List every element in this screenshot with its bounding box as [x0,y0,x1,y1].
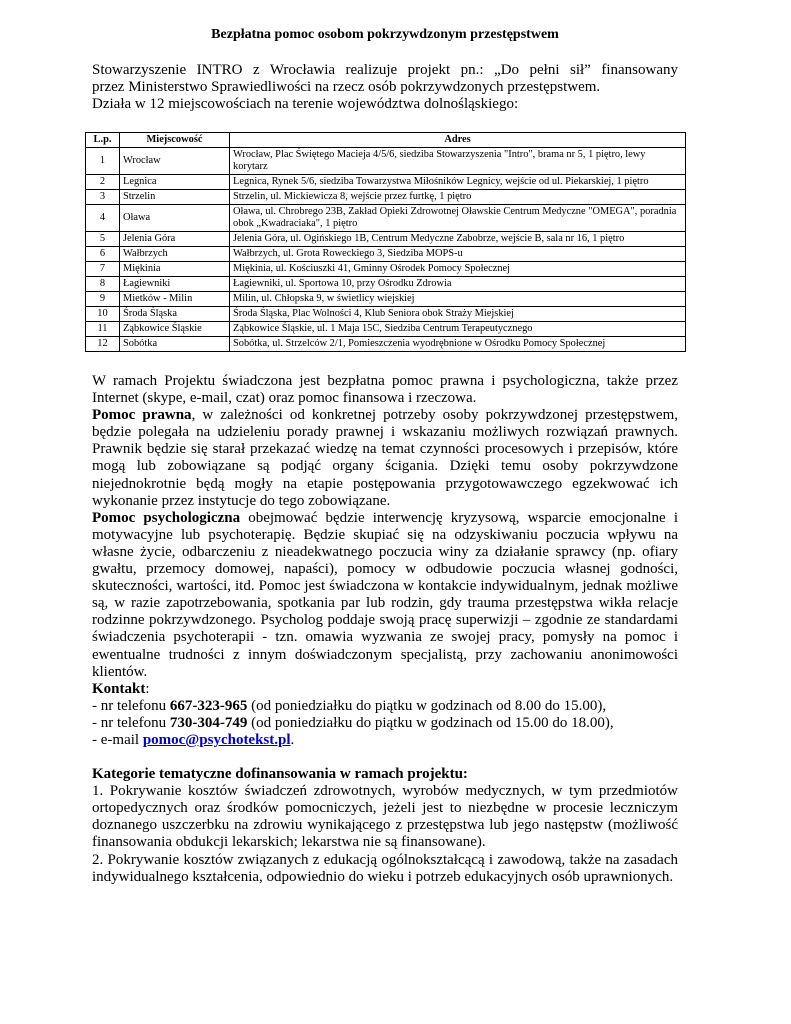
row-lp: 2 [86,175,120,190]
phone1-prefix: - nr telefonu [92,697,170,714]
row-address: Jelenia Góra, ul. Ogińskiego 1B, Centrum Medyczne Zabobrze, wejście B, sala nr 16, 1 piętro [230,232,686,247]
row-city: Legnica [120,175,230,190]
header-address: Adres [230,133,686,148]
row-lp: 5 [86,232,120,247]
legal-heading: Pomoc prawna [92,407,192,424]
categories-heading: Kategorie tematyczne dofinansowania w ramach projektu: [92,766,468,783]
intro-section [92,62,678,113]
contact-phone-1 [92,698,678,715]
header-city: Miejscowość [120,133,230,148]
main-text [92,373,678,886]
table-row [86,262,686,277]
row-address: Milin, ul. Chłopska 9, w świetlicy wiejskiej [230,292,686,307]
paragraph-intro: W ramach Projektu świadczona jest bezpłatna pomoc prawna i psychologiczna, także przez Internet (skype, e-mail, czat) oraz pomoc finansowa i rzeczowa. [92,373,678,407]
table-row [86,277,686,292]
row-lp: 1 [86,148,120,175]
email-link[interactable]: pomoc@psychotekst.pl [142,731,291,748]
row-city: Mietków - Milin [120,292,230,307]
contact-colon: : [145,680,150,697]
row-city: Wrocław [120,148,230,175]
row-city: Sobótka [120,337,230,352]
row-city: Łagiewniki [120,277,230,292]
phone-1[interactable]: 667-323-965 [169,697,248,714]
row-address: Sobótka, ul. Strzelców 2/1, Pomieszczenia wyodrębnione w Ośrodku Pomocy Społecznej [230,337,686,352]
email-prefix: - e-mail [92,731,143,748]
phone1-suffix: (od poniedziałku do piątku w godzinach od 8.00 do 15.00), [247,697,607,714]
row-lp: 6 [86,247,120,262]
row-city: Oława [120,205,230,232]
table-row [86,232,686,247]
locations-table [85,132,686,352]
category-2: 2. Pokrywanie kosztów związanych z edukacją ogólnokształcącą i zawodową, także na zasadach indywidualnego kształcenia, odpowiednio do wieku i potrzeb edukacyjnych osób uprawnionych. [92,851,678,885]
contact-heading-line [92,681,678,698]
phone2-prefix: - nr telefonu [92,714,170,731]
table-row [86,322,686,337]
table-body [86,148,686,352]
row-address: Miękinia, ul. Kościuszki 41, Gminny Ośrodek Pomocy Społecznej [230,262,686,277]
row-address: Łagiewniki, ul. Sportowa 10, przy Ośrodku Zdrowia [230,277,686,292]
row-city: Wałbrzych [120,247,230,262]
row-address: Wałbrzych, ul. Grota Roweckiego 3, Siedziba MOPS-u [230,247,686,262]
email-suffix: . [290,731,295,748]
table-row [86,337,686,352]
row-address: Legnica, Rynek 5/6, siedziba Towarzystwa Miłośników Legnicy, wejście od ul. Piekarskiej, 1 piętro [230,175,686,190]
contact-phone-2 [92,715,678,732]
table-row [86,175,686,190]
row-address: Środa Śląska, Plac Wolności 4, Klub Seniora obok Straży Miejskiej [230,307,686,322]
row-lp: 7 [86,262,120,277]
document-title: Bezpłatna pomoc osobom pokrzywdzonym przestępstwem [211,27,559,42]
row-lp: 10 [86,307,120,322]
table-header-row [86,133,686,148]
paragraph-legal [92,407,678,510]
categories-heading-line [92,766,678,783]
spacer [92,749,678,766]
contact-heading: Kontakt [92,680,146,697]
row-lp: 11 [86,322,120,337]
row-lp: 12 [86,337,120,352]
contact-email [92,732,678,749]
phone2-suffix: (od poniedziałku do piątku w godzinach od 15.00 do 18.00), [247,714,614,731]
row-address: Strzelin, ul. Mickiewicza 8, wejście przez furtkę, 1 piętro [230,190,686,205]
legal-text: , w zależności od konkretnej potrzeby osoby pokrzywdzonej przestępstwem, będzie polegała na udzieleniu porady prawnej i wskazaniu możliwych rozwiązań prawnych. Prawnik będzie się starał przekazać wiedzę na temat czynności procesowych i przepisów, które mogą lub zobowiązane są podjąć organy ścigania. Dzięki temu osoby pokrzywdzone niejednokrotnie będą mogły na etapie postępowania przygotowawczego egzekwować ich wykonanie przez instytucje do tego zobowiązane. [92,407,678,509]
intro-line-3: Działa w 12 miejscowościach na terenie województwa dolnośląskiego: [92,96,519,112]
row-city: Ząbkowice Śląskie [120,322,230,337]
row-lp: 4 [86,205,120,232]
psych-text: obejmować będzie interwencję kryzysową, wsparcie emocjonalne i motywacyjne lub psychoterapię. Będzie skupiać się na odzyskiwaniu poczucia wpływu na własne życie, odbarczeniu z nieadekwatnego poczucia winy za działanie sprawcy (np. ofiary gwałtu, przemocy domowej, napaści), pomocy w odbudowie poczucia własnej godności, skuteczności, wartości, itd. Pomoc jest świadczona w kontakcie indywidualnym, jednak możliwe są, w razie zapotrzebowania, spotkania par lub rodzin, gdy trauma przestępstwa wikła relacje rodzinne pokrzywdzonego. Psycholog poddaje swoją pracę superwizji – zgodnie ze standardami świadczenia psychoterapii - tzn. omawia wyzwania ze swojej pracy, pomysły na pomoc i ewentualne trudności z innym doświadczonym specjalistą, przy zachowaniu anonimowości klientów. [92,509,678,680]
row-lp: 9 [86,292,120,307]
table-row [86,292,686,307]
phone-2[interactable]: 730-304-749 [169,714,248,731]
table-row [86,307,686,322]
row-city: Strzelin [120,190,230,205]
intro-line-2: przez Ministerstwo Sprawiedliwości na rzecz osób pokrzywdzonych przestępstwem. [92,79,601,95]
row-city: Miękinia [120,262,230,277]
row-lp: 3 [86,190,120,205]
table-row [86,205,686,232]
row-lp: 8 [86,277,120,292]
paragraph-psych [92,510,678,681]
row-city: Środa Śląska [120,307,230,322]
table-row [86,148,686,175]
row-city: Jelenia Góra [120,232,230,247]
intro-line-1: Stowarzyszenie INTRO z Wrocławia realizuje projekt pn.: „Do pełni sił” finansowany [92,62,678,78]
table-row [86,247,686,262]
header-lp: L.p. [86,133,120,148]
row-address: Ząbkowice Śląskie, ul. 1 Maja 15C, Siedziba Centrum Terapeutycznego [230,322,686,337]
table-row [86,190,686,205]
psych-heading: Pomoc psychologiczna [92,509,241,526]
row-address: Wrocław, Plac Świętego Macieja 4/5/6, siedziba Stowarzyszenia "Intro", brama nr 5, 1 piętro, lewy korytarz [230,148,686,175]
category-1: 1. Pokrywanie kosztów świadczeń zdrowotnych, wyrobów medycznych, w tym przedmiotów ortopedycznych oraz środków pomocniczych, jeżeli jest to niezbędne w procesie leczniczym doznanego uszczerbku na zdrowiu wynikającego z przestępstwa lub jego następstw (możliwość finansowania obdukcji lekarskich; lekarstwa nie są finansowane). [92,783,678,851]
row-address: Oława, ul. Chrobrego 23B, Zakład Opieki Zdrowotnej Oławskie Centrum Medyczne "OMEGA", poradnia obok „Kwadraciaka", 1 piętro [230,205,686,232]
